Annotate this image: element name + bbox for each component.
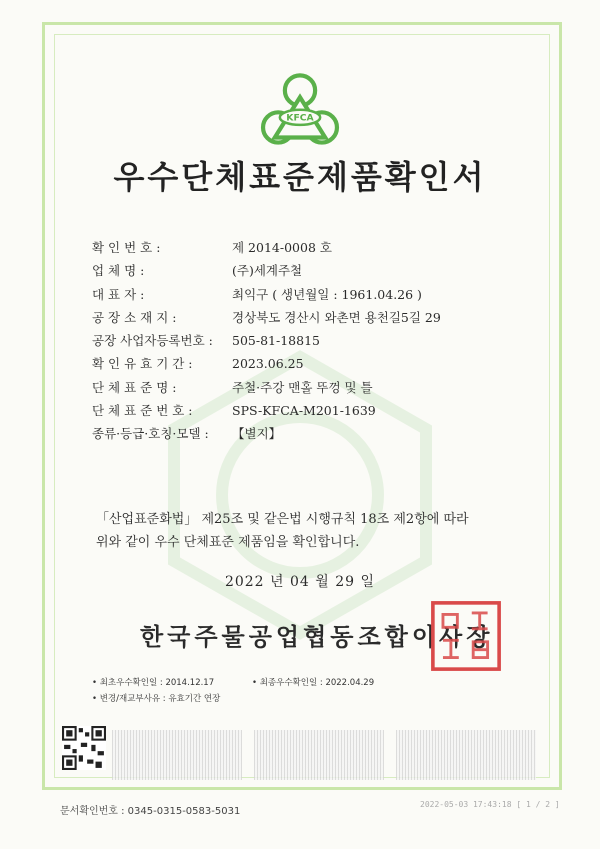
field-row-factory-address [92, 306, 532, 329]
field-label: 단 체 표 준 번 호 : [92, 403, 193, 419]
field-label: 확 인 유 효 기 간 : [92, 356, 193, 372]
kfca-logo-icon [258, 72, 342, 156]
statement-line: 위와 같이 우수 단체표준 제품임을 확인합니다. [96, 535, 360, 550]
field-row-standard-number [92, 399, 532, 422]
field-value: (주)세계주철 [232, 263, 303, 279]
field-value: 【별지】 [232, 426, 282, 442]
certificate-title: 우수단체표준제품확인서 [113, 158, 487, 196]
field-label: 종류·등급·호칭·모델 : [92, 426, 209, 442]
statement-line: 「산업표준화법」 제25조 및 같은법 시행규칙 18조 제2항에 따라 [96, 512, 469, 527]
logo-text: KFCA [286, 112, 314, 124]
field-row-business-number [92, 329, 532, 352]
field-value: 주철·주강 맨홀 뚜껑 및 틀 [232, 379, 373, 395]
field-row-standard-name [92, 376, 532, 399]
field-label: 단 체 표 준 명 : [92, 379, 177, 395]
certification-statement [96, 508, 536, 554]
note-change-reason: • 변경/재교부사유 : 유효기간 연장 [92, 694, 221, 704]
field-value: 2023.06.25 [232, 356, 304, 372]
note-latest-certification: • 최종우수확인일 : 2022.04.29 [252, 678, 375, 688]
field-row-representative [92, 283, 532, 306]
official-seal-icon [430, 600, 502, 672]
field-label: 공 장 소 재 지 : [92, 309, 177, 325]
field-label: 업 체 명 : [92, 263, 145, 279]
note-first-certification: • 최초우수확인일 : 2014.12.17 [92, 678, 215, 688]
field-value: 제 2014-0008 호 [232, 240, 332, 255]
field-value: 최익구 ( 생년월일 : 1961.04.26 ) [232, 286, 422, 302]
field-label: 확 인 번 호 : [92, 240, 161, 255]
barcode-strip [254, 730, 384, 780]
field-label: 대 표 자 : [92, 286, 145, 302]
field-value: 경상북도 경산시 와촌면 용천길5길 29 [232, 309, 441, 325]
qr-code-icon [62, 726, 106, 770]
print-timestamp: 2022-05-03 17:43:18 [ 1 / 2 ] [420, 800, 560, 809]
field-label: 공장 사업자등록번호 : [92, 333, 213, 349]
field-row-model [92, 422, 532, 445]
issuer-name: 한국주물공업협동조합이사장 [140, 622, 494, 651]
field-value: SPS-KFCA-M201-1639 [232, 403, 376, 419]
field-row-company [92, 259, 532, 282]
field-row-confirmation-number [92, 236, 532, 259]
document-verification-number: 문서확인번호 : 0345-0315-0583-5031 [60, 806, 241, 817]
certificate-fields [92, 236, 532, 446]
barcode-strip [396, 730, 536, 780]
field-row-validity [92, 352, 532, 375]
field-value: 505-81-18815 [232, 333, 320, 349]
issue-date: 2022 년 04 월 29 일 [224, 574, 376, 590]
barcode-strip [112, 730, 242, 780]
